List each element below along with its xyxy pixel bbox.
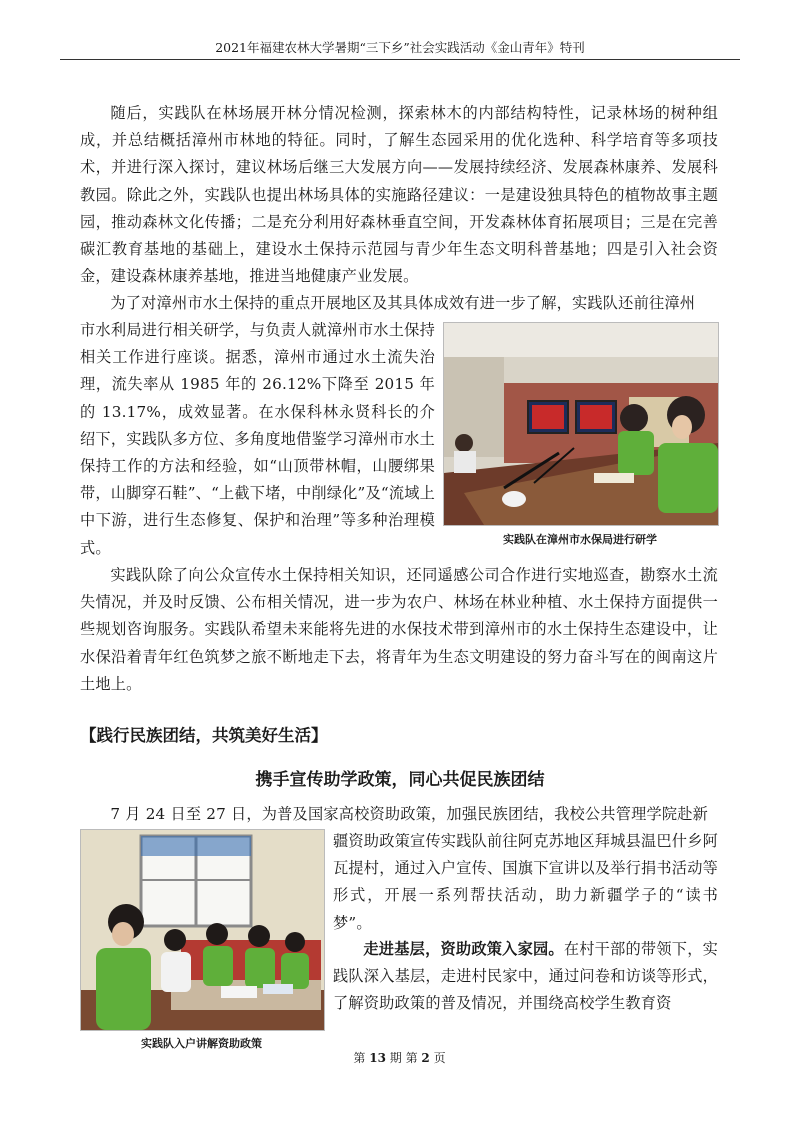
paragraph-xinjiang-lead: 7 月 24 日至 27 日，为普及国家高校资助政策，加强民族团结，我校公共管理学院赴新 — [110, 805, 709, 823]
paragraph-xinjiang-body: 疆资助政策宣传实践队前往阿克苏地区拜城县温巴什乡阿瓦提村，通过入户宣传、国旗下宣讲以及举行捐书活动等形式，开展一系列帮扶活动，助力新疆学子的“读书梦”。 — [333, 832, 718, 932]
paragraph-forest-survey: 随后，实践队在林场展开林分情况检测，探索林木的内部结构特性，记录林场的树种组成，并总结概括漳州市林地的特征。同时，了解生态园采用的优化选种、科学培育等多项技术，并进行深入探讨，建议林场后继三大发展方向——发展持续经济、发展森林康养、发展科教园。除此之外，实践队也提出林场具体的实施路径建议：一是建设独具特色的植物故事主题园，推动森林文化传播；二是充分利用好森林垂直空间，开发森林体育拓展项目；三是在完善碳汇教育基地的基础上，建设水土保持示范园与青少年生态文明科普基地；四是引入社会资金，建设森林康养基地，推进当地健康产业发展。 — [80, 104, 718, 286]
issue-number: 13 — [369, 1051, 386, 1065]
page-number: 2 — [421, 1051, 430, 1065]
paragraph-grassroots — [333, 936, 718, 1018]
figure-caption-home-visit: 实践队入户讲解资助政策 — [141, 1037, 262, 1050]
section-heading: 【践行民族团结，共筑美好生活】 — [80, 726, 328, 745]
grassroots-body: 在村干部的带领下，实践队深入基层，走进村民家中，通过问卷和访谈等形式，了解资助政策的普及情况，并围绕高校学生教育资 — [333, 940, 718, 1013]
home-visit-illustration — [81, 830, 324, 1030]
home-visit-photo — [80, 829, 325, 1031]
footer-mid: 期 第 — [389, 1051, 418, 1065]
meeting-room-photo — [443, 322, 719, 526]
page-footer — [0, 1049, 799, 1066]
grassroots-lead: 走进基层，资助政策入家园。 — [363, 940, 564, 958]
article-title: 携手宣传助学政策，同心共促民族团结 — [255, 770, 545, 790]
page-header: 2021年福建农林大学暑期“三下乡”社会实践活动《金山青年》特刊 — [215, 40, 585, 55]
paragraph-water-bureau-body: 市水利局进行相关研学，与负责人就漳州市水土保持相关工作进行座谈。据悉，漳州市通过水土流失治理，流失率从 1985 年的 26.12%下降至 2015 年的 13.17%，成效显著。在水保科林永贤科长的介绍下，实践队多方位、多角度地借鉴学习漳州市水土保持工作的方法和经验，如“山顶带林帽，山腰绑果带，山脚穿石鞋”、“上截下堵，中削绿化”及“流域上中下游，进行生态修复、保护和治理”等多种治理模式。 — [80, 321, 435, 557]
footer-suffix: 页 — [433, 1051, 446, 1065]
figure-caption-meeting: 实践队在漳州市水保局进行研学 — [503, 533, 657, 546]
paragraph-remote-sensing: 实践队除了向公众宣传水土保持相关知识，还同遥感公司合作进行实地巡查，勘察水土流失情况，并及时反馈、公布相关情况，进一步为农户、林场在林业种植、水土保持方面提供一些规划咨询服务。实践队希望未来能将先进的水保技术带到漳州市的水土保持生态建设中，让水保沿着青年红色筑梦之旅不断地走下去，将青年为生态文明建设的努力奋斗写在的闽南这片土地上。 — [80, 566, 718, 693]
meeting-room-illustration — [444, 323, 718, 525]
paragraph-water-bureau-lead: 为了对漳州市水土保持的重点开展地区及其具体成效有进一步了解，实践队还前往漳州 — [110, 294, 696, 312]
footer-prefix: 第 — [353, 1051, 366, 1065]
header-rule — [60, 59, 740, 60]
